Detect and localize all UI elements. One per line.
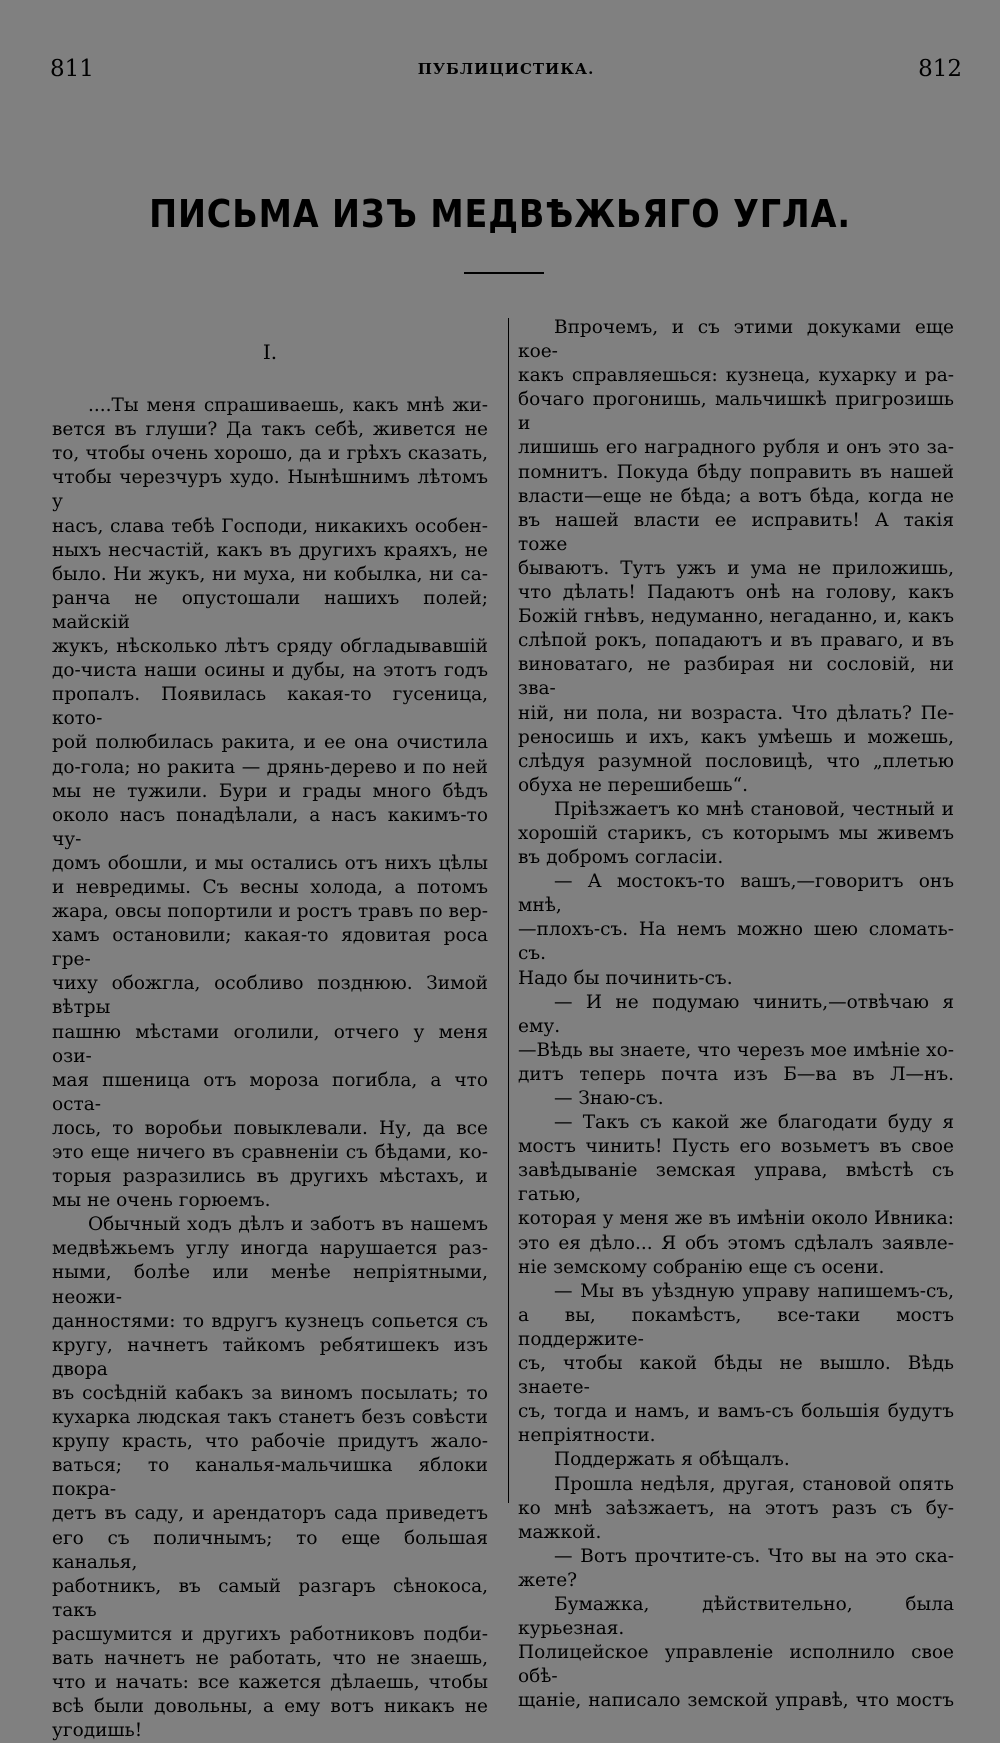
text-line: въ добромъ согласіи. bbox=[518, 847, 724, 869]
text-line: расшумится и другихъ работниковъ подби- bbox=[52, 1623, 488, 1645]
text-line: ваться; то каналья-мальчишка яблоки покра- bbox=[52, 1455, 488, 1501]
text-line: мостъ чинить! Пусть его возьметъ въ свое bbox=[518, 1136, 954, 1158]
section-number: I. bbox=[262, 340, 278, 364]
text-line: — И не подумаю чинить,—отвѣчаю я ему. bbox=[518, 991, 954, 1037]
running-title: ПУБЛИЦИСТИКА. bbox=[417, 60, 595, 78]
text-line: —плохъ-съ. На немъ можно шею сломать-съ. bbox=[518, 919, 954, 965]
text-line: около насъ понадѣлали, а насъ какимъ-то чу- bbox=[52, 804, 488, 850]
text-line: виноватаго, не разбирая ни сословій, ни зва- bbox=[518, 654, 954, 700]
page-number-left: 811 bbox=[50, 56, 94, 82]
right-column bbox=[518, 316, 954, 1713]
text-line: мы не очень горюемъ. bbox=[52, 1190, 271, 1212]
text-line: до-чиста наши осины и дубы, на этотъ годъ bbox=[52, 660, 488, 682]
text-line: угодишь! bbox=[52, 1720, 143, 1742]
text-line: торыя разразились въ другихъ мѣстахъ, и bbox=[52, 1166, 488, 1188]
text-line: съ, тогда и намъ, и вамъ-съ большія будутъ bbox=[518, 1401, 954, 1423]
text-line: Пріѣзжаетъ ко мнѣ становой, честный и bbox=[554, 798, 954, 820]
text-line: работникъ, въ самый разгаръ сѣнокоса, такъ bbox=[52, 1575, 488, 1621]
text-line: Бумажка, дѣйствительно, была курьезная. bbox=[518, 1593, 954, 1640]
text-line: лишишь его наградного рубля и онъ это за- bbox=[518, 437, 954, 459]
text-line: вать начнетъ не работать, что не знаешь, bbox=[52, 1647, 488, 1669]
text-line: вется въ глуши? Да такъ себѣ, живется не bbox=[52, 419, 488, 441]
text-line: хорошій старикъ, съ которымъ мы живемъ bbox=[518, 822, 954, 844]
text-line: щаніе, написало земской управѣ, что мостъ bbox=[518, 1690, 954, 1712]
column-divider bbox=[508, 318, 509, 1503]
text-line: Полицейское управленіе исполнило свое обѣ- bbox=[518, 1642, 954, 1688]
text-line: власти—еще не бѣда; а вотъ бѣда, когда не bbox=[518, 485, 954, 507]
text-line: медвѣжьемъ углу иногда нарушается раз- bbox=[52, 1238, 488, 1260]
text-line: — Вотъ прочтите-съ. Что вы на это ска- bbox=[554, 1545, 954, 1567]
left-column bbox=[52, 316, 488, 1743]
text-line: —Вѣдь вы знаете, что черезъ мое имѣніе хо- bbox=[518, 1039, 954, 1061]
text-line: жете? bbox=[518, 1569, 578, 1591]
text-line: непріятности. bbox=[518, 1425, 656, 1447]
title-divider bbox=[464, 272, 544, 274]
text-line: пашню мѣстами оголили, отчего у меня ози- bbox=[52, 1021, 488, 1067]
text-line: до-гола; но ракита — дрянь-дерево и по ней bbox=[52, 756, 488, 778]
running-header bbox=[50, 56, 962, 90]
text-line: слѣдуя разумной пословицѣ, что „плетью bbox=[518, 750, 954, 772]
text-line: было. Ни жукъ, ни муха, ни кобылка, ни са- bbox=[52, 563, 488, 585]
text-line: Впрочемъ, и съ этими докуками еще кое- bbox=[518, 317, 954, 363]
text-line: крупу красть, что рабочіе придутъ жало- bbox=[52, 1431, 488, 1453]
text-line: въ сосѣдній кабакъ за виномъ посылать; то bbox=[52, 1382, 488, 1404]
text-line: это ея дѣло... Я объ этомъ сдѣлалъ заявле- bbox=[518, 1232, 954, 1254]
text-line: Прошла недѣля, другая, становой опять bbox=[554, 1473, 954, 1495]
text-line: Божій гнѣвъ, недуманно, негаданно, и, какъ bbox=[518, 606, 954, 628]
text-line: ніе земскому собранію еще съ осени. bbox=[518, 1256, 885, 1278]
text-line: ныхъ несчастій, какъ въ другихъ краяхъ, не bbox=[52, 539, 488, 561]
text-line: слѣпой рокъ, попадаютъ и въ праваго, и въ bbox=[518, 630, 954, 652]
text-line: лось, то воробьи повыклевали. Ну, да все bbox=[52, 1117, 488, 1139]
text-line: а вы, покамѣстъ, все-таки мостъ поддержите- bbox=[518, 1304, 954, 1350]
text-line: ....Ты меня спрашиваешь, какъ мнѣ жи- bbox=[88, 395, 488, 417]
text-line: жара, овсы попортили и ростъ травъ по вер- bbox=[52, 901, 488, 923]
text-line: его съ поличнымъ; то еще большая каналья, bbox=[52, 1527, 488, 1573]
text-line: что и начать: все кажется дѣлаешь, чтобы bbox=[52, 1672, 488, 1694]
text-line: — Такъ съ какой же благодати буду я bbox=[554, 1112, 954, 1134]
text-line: рой полюбилась ракита, и ее она очистила bbox=[52, 732, 488, 754]
text-line: это еще ничего въ сравненіи съ бѣдами, ко- bbox=[52, 1142, 488, 1163]
text-line: чиху обожгла, особливо позднюю. Зимой вѣтры bbox=[52, 973, 488, 1019]
text-line: дитъ теперь почта изъ Б—ва въ Л—нъ. bbox=[518, 1063, 954, 1085]
text-line: то, чтобы очень хорошо, да и грѣхъ сказать, bbox=[52, 443, 488, 465]
text-line: жукъ, нѣсколько лѣтъ сряду обгладывавшій bbox=[52, 636, 488, 658]
article-title: ПИСЬМА ИЗЪ МЕДВѢЖЬЯГО УГЛА. bbox=[149, 192, 851, 236]
text-line: ными, болѣе или менѣе непріятными, неожи- bbox=[52, 1262, 488, 1308]
text-line: чтобы черезчуръ худо. Нынѣшнимъ лѣтомъ у bbox=[52, 467, 488, 513]
text-line: обуха не перешибешь“. bbox=[518, 774, 748, 796]
text-line: — Мы въ уѣздную управу напишемъ-съ, bbox=[554, 1280, 954, 1302]
page-number-right: 812 bbox=[918, 56, 962, 82]
text-line: завѣдываніе земская управа, вмѣстѣ съ гатью, bbox=[518, 1160, 954, 1206]
text-line: которая у меня же въ имѣніи около Ивника: bbox=[518, 1208, 954, 1230]
text-line: пропалъ. Появилась какая-то гусеница, кото- bbox=[52, 684, 488, 730]
text-line: ко мнѣ заѣзжаетъ, на этотъ разъ съ бу- bbox=[518, 1497, 954, 1519]
text-line: реносишь и ихъ, какъ умѣешь и можешь, bbox=[518, 726, 954, 748]
text-line: мы не тужили. Бури и грады много бѣдъ bbox=[52, 780, 488, 802]
text-line: и невредимы. Съ весны холода, а потомъ bbox=[52, 876, 488, 898]
text-line: ранча не опустошали нашихъ полей; майскій bbox=[52, 587, 488, 633]
text-line: всѣ были довольны, а ему вотъ никакъ не bbox=[52, 1696, 488, 1718]
text-line: Обычный ходъ дѣлъ и заботъ въ нашемъ bbox=[88, 1214, 488, 1236]
text-line: бочаго прогонишь, мальчишкѣ пригрозишь и bbox=[518, 389, 954, 435]
text-line: мажкой. bbox=[518, 1521, 602, 1543]
text-line: какъ справляешься: кузнеца, кухарку и ра- bbox=[518, 365, 954, 387]
text-line: Надо бы починить-съ. bbox=[518, 967, 733, 989]
text-line: хамъ остановили; какая-то ядовитая роса гре- bbox=[52, 925, 488, 971]
text-line: кухарка людская такъ станетъ безъ совѣсти bbox=[52, 1407, 488, 1429]
text-line: насъ, слава тебѣ Господи, никакихъ особен- bbox=[52, 515, 488, 537]
text-line: домъ обошли, и мы остались отъ нихъ цѣлы bbox=[52, 852, 488, 874]
text-line: — А мостокъ-то вашъ,—говоритъ онъ мнѣ, bbox=[518, 871, 954, 917]
text-line: кругу, начнетъ тайкомъ ребятишекъ изъ двора bbox=[52, 1334, 488, 1380]
text-line: данностями: то вдругъ кузнецъ сопьется съ bbox=[52, 1310, 488, 1332]
text-line: помнитъ. Покуда бѣду поправить въ нашей bbox=[518, 461, 954, 483]
text-line: что дѣлать! Падаютъ онѣ на голову, какъ bbox=[518, 582, 954, 604]
text-line: бываютъ. Тутъ ужъ и ума не приложишь, bbox=[518, 557, 954, 579]
text-line: мая пшеница отъ мороза погибла, а что оста- bbox=[52, 1069, 488, 1115]
text-line: — Знаю-съ. bbox=[554, 1088, 664, 1109]
text-line: ній, ни пола, ни возраста. Что дѣлать? Пе- bbox=[518, 702, 954, 724]
text-line: детъ въ саду, и арендаторъ сада приведетъ bbox=[52, 1503, 488, 1525]
text-line: Поддержать я обѣщалъ. bbox=[554, 1449, 790, 1471]
text-line: съ, чтобы какой бѣды не вышло. Вѣдь знаете- bbox=[518, 1353, 954, 1399]
text-line: въ нашей власти ее исправить! А такія тоже bbox=[518, 509, 954, 555]
